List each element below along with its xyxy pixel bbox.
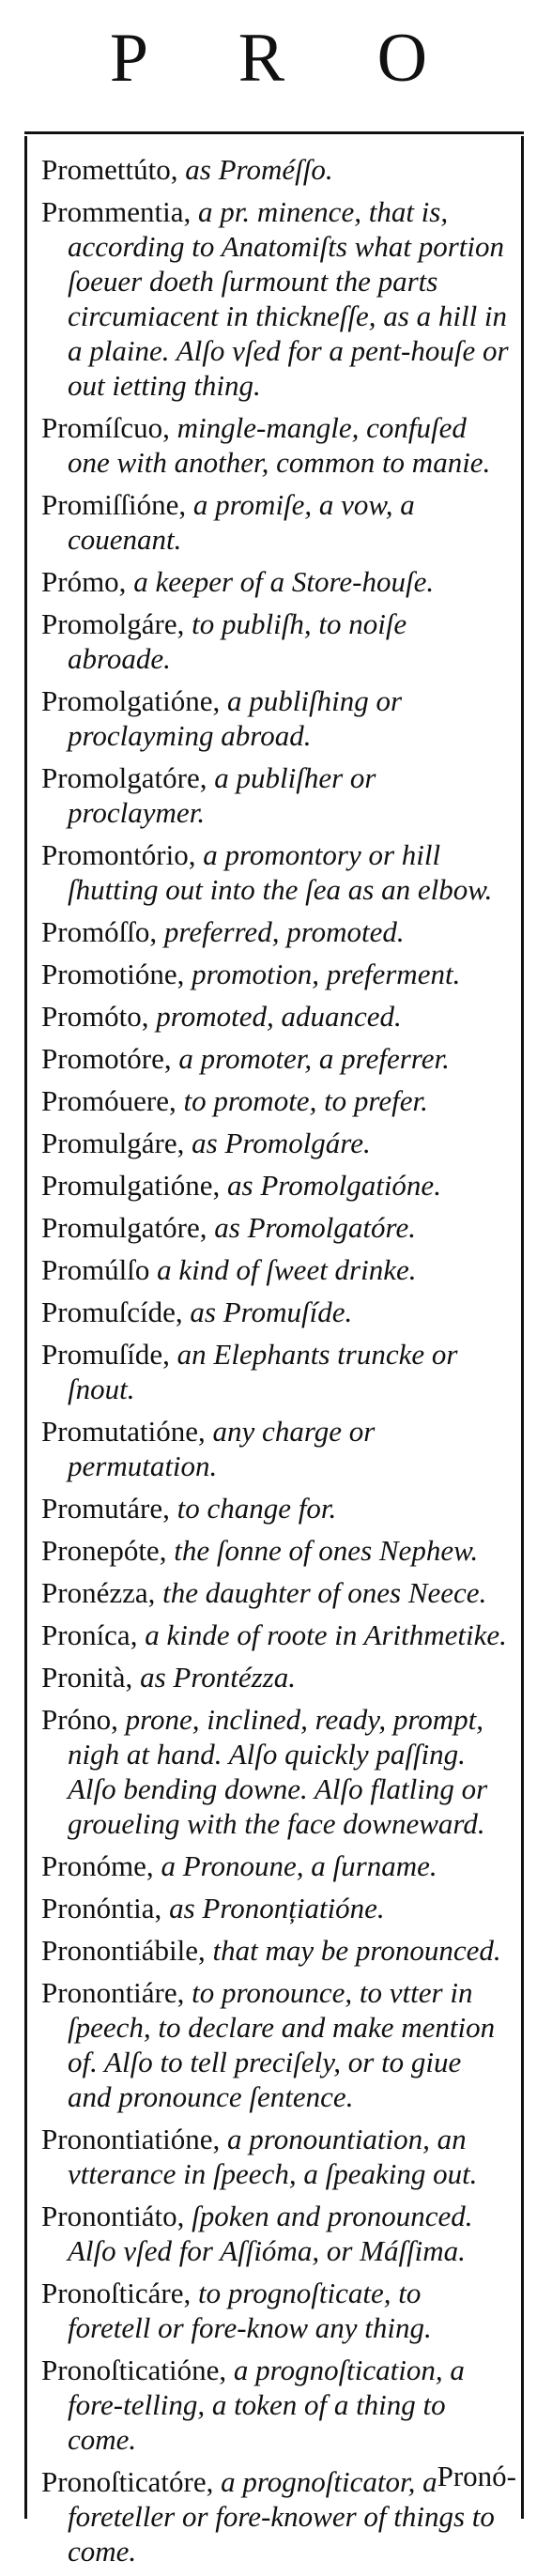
entry-definition: to pronounce, to vtter in ſpeech, to declare and make mention of. Alſo to tell preciſely, or to giue and pronounce ſentence. bbox=[68, 1976, 496, 2113]
entry-headword: Pronoſticáre, bbox=[41, 2277, 192, 2309]
entry-definition: a pronountiation, an vtterance in ſpeech, a ſpeaking out. bbox=[68, 2123, 478, 2190]
entry-definition: to publiſh, to noiſe abroade. bbox=[68, 607, 407, 675]
entry-definition: a promiſe, a vow, a couenant. bbox=[68, 488, 415, 556]
entry-headword: Pronontiáre, bbox=[41, 1976, 185, 2009]
entry-headword: Prommentia, bbox=[41, 195, 192, 228]
dictionary-entry bbox=[41, 1491, 511, 1526]
dictionary-entry bbox=[41, 1848, 511, 1883]
entry-definition: as Prontézza. bbox=[132, 1661, 296, 1694]
dictionary-entry bbox=[41, 2199, 511, 2268]
entry-headword: Pronóme, bbox=[41, 1849, 154, 1882]
entry-headword: Promotióne, bbox=[41, 958, 185, 990]
dictionary-entry bbox=[41, 957, 511, 991]
entry-headword: Promolgatióne, bbox=[41, 684, 221, 717]
entry-definition: to prognoſticate, to foretell or fore-know any thing. bbox=[68, 2277, 432, 2344]
entry-headword: Pronóntia, bbox=[41, 1892, 162, 1924]
entry-definition: the ſonne of ones Nephew. bbox=[166, 1534, 479, 1567]
entry-headword: Promulgatióne, bbox=[41, 1169, 221, 1202]
entry-definition: a publiſher or proclaymer. bbox=[68, 761, 376, 829]
entry-headword: Promuſíde, bbox=[41, 1338, 170, 1371]
entry-definition: a kind of ſweet drinke. bbox=[149, 1253, 417, 1286]
dictionary-entry bbox=[41, 2276, 511, 2345]
entry-definition: a prognoſtication, a fore-telling, a token of a thing to come. bbox=[68, 2354, 465, 2456]
entry-headword: Promiſſióne, bbox=[41, 488, 187, 521]
entry-headword: Promuſcíde, bbox=[41, 1296, 183, 1328]
entry-definition: prone, inclined, ready, prompt, nigh at hand. Alſo quickly paſſing. Alſo bending downe. Alſo flatling or groueling with the face downeward. bbox=[68, 1703, 488, 1840]
entry-definition: as Promolgatióne. bbox=[220, 1169, 441, 1202]
entry-definition: a prognoſticator, a foreteller or fore-knower of things to come. bbox=[68, 2465, 495, 2568]
entry-headword: Promóſſo, bbox=[41, 915, 158, 948]
entry-definition: a promontory or hill ſhutting out into the ſea as an elbow. bbox=[68, 838, 493, 906]
entry-definition: a promoter, a preferrer. bbox=[171, 1042, 450, 1075]
entry-headword: Proníca, bbox=[41, 1618, 138, 1651]
dictionary-entry bbox=[41, 1660, 511, 1694]
header-rule bbox=[24, 131, 524, 134]
dictionary-entry bbox=[41, 410, 511, 480]
entry-headword: Promóuere, bbox=[41, 1084, 176, 1117]
entry-definition: as Promolgatóre. bbox=[207, 1211, 416, 1244]
dictionary-entry bbox=[41, 487, 511, 557]
entry-definition: ſpoken and pronounced. Alſo vſed for Aſſióma, or Máſſima. bbox=[68, 2200, 473, 2267]
entry-definition: a pr. minence, that is, according to Anatomiſts what portion ſoeuer doeth ſurmount the parts circumiacent in thickneſſe, as a hill in a plaine. Alſo vſed for a pent-houſe or out ietting thing. bbox=[68, 195, 509, 402]
entry-headword: Promóto, bbox=[41, 1000, 149, 1033]
dictionary-entry bbox=[41, 564, 511, 599]
dictionary-entry bbox=[41, 194, 511, 403]
entry-definition: promoted, aduanced. bbox=[148, 1000, 402, 1033]
dictionary-entry bbox=[41, 683, 511, 753]
dictionary-entry bbox=[41, 1083, 511, 1118]
dictionary-entry bbox=[41, 606, 511, 676]
dictionary-entry bbox=[41, 1252, 511, 1287]
entry-definition: a Pronoune, a ſurname. bbox=[153, 1849, 437, 1882]
entry-definition: that may be pronounced. bbox=[205, 1934, 501, 1967]
entry-definition: the daughter of ones Neece. bbox=[155, 1576, 487, 1609]
entry-headword: Pronontiábile, bbox=[41, 1934, 206, 1967]
dictionary-entry bbox=[41, 1891, 511, 1925]
dictionary-entry bbox=[41, 1975, 511, 2114]
left-column-rule bbox=[24, 136, 27, 2519]
entry-definition: a kinde of roote in Arithmetike. bbox=[137, 1618, 507, 1651]
entry-definition: any charge or permutation. bbox=[68, 1415, 376, 1482]
entry-headword: Prómo, bbox=[41, 565, 127, 598]
entry-headword: Promutáre, bbox=[41, 1492, 170, 1525]
dictionary-entry bbox=[41, 1210, 511, 1245]
entry-headword: Pronontiáto, bbox=[41, 2200, 185, 2232]
entry-headword: Pronontiatióne, bbox=[41, 2123, 221, 2155]
dictionary-entry bbox=[41, 914, 511, 949]
dictionary-entry bbox=[41, 1533, 511, 1568]
entry-definition: a publiſhing or proclayming abroad. bbox=[68, 684, 403, 752]
dictionary-entry bbox=[41, 1618, 511, 1652]
dictionary-entry bbox=[41, 2122, 511, 2191]
entry-headword: Promolgatóre, bbox=[41, 761, 207, 794]
dictionary-entry bbox=[41, 1041, 511, 1076]
entry-headword: Promutatióne, bbox=[41, 1415, 206, 1448]
dictionary-entry bbox=[41, 1702, 511, 1841]
dictionary-entry bbox=[41, 1933, 511, 1968]
entry-headword: Promettúto, bbox=[41, 153, 178, 186]
entry-definition: to promote, to prefer. bbox=[176, 1084, 428, 1117]
entry-headword: Promolgáre, bbox=[41, 607, 185, 640]
entry-headword: Pronoſticatóre, bbox=[41, 2465, 214, 2498]
entry-definition: as Proméſſo. bbox=[177, 153, 333, 186]
dictionary-entry bbox=[41, 1337, 511, 1406]
dictionary-entry bbox=[41, 837, 511, 907]
entry-definition: mingle-mangle, confuſed one with another, common to manie. bbox=[68, 411, 491, 479]
dictionary-entry bbox=[41, 1414, 511, 1483]
entry-headword: Promíſcuo, bbox=[41, 411, 170, 444]
page-header bbox=[0, 0, 537, 131]
entry-headword: Próno, bbox=[41, 1703, 118, 1736]
dictionary-entry bbox=[41, 2353, 511, 2457]
entry-definition: as Prononțiatióne. bbox=[161, 1892, 385, 1924]
entry-definition: a keeper of a Store-houſe. bbox=[126, 565, 435, 598]
entry-definition: as Promolgáre. bbox=[184, 1127, 371, 1159]
entry-headword: Promúlſo bbox=[41, 1253, 150, 1286]
entry-headword: Pronézza, bbox=[41, 1576, 156, 1609]
page-title: P R O bbox=[109, 20, 466, 97]
dictionary-entry bbox=[41, 1168, 511, 1203]
entry-headword: Pronepóte, bbox=[41, 1534, 167, 1567]
entry-definition: to change for. bbox=[169, 1492, 337, 1525]
right-column-rule bbox=[521, 136, 524, 2519]
entry-definition: promotion, preferment. bbox=[184, 958, 461, 990]
catchword: Pronó- bbox=[437, 2460, 516, 2492]
dictionary-entry bbox=[41, 1575, 511, 1610]
dictionary-entry bbox=[41, 152, 511, 187]
entry-definition: preferred, promoted. bbox=[157, 915, 405, 948]
entry-headword: Promulgáre, bbox=[41, 1127, 185, 1159]
entry-definition: an Elephants truncke or ſnout. bbox=[68, 1338, 458, 1405]
entry-headword: Promulgatóre, bbox=[41, 1211, 207, 1244]
dictionary-entry bbox=[41, 1295, 511, 1329]
entry-headword: Pronità, bbox=[41, 1661, 133, 1694]
dictionary-entry bbox=[41, 1126, 511, 1160]
dictionary-entry bbox=[41, 760, 511, 830]
dictionary-entry bbox=[41, 999, 511, 1034]
dictionary-entries bbox=[41, 152, 511, 2576]
entry-headword: Pronoſticatióne, bbox=[41, 2354, 227, 2386]
entry-headword: Promontório, bbox=[41, 838, 196, 871]
entry-definition: as Promuſíde. bbox=[182, 1296, 353, 1328]
entry-headword: Promotóre, bbox=[41, 1042, 172, 1075]
